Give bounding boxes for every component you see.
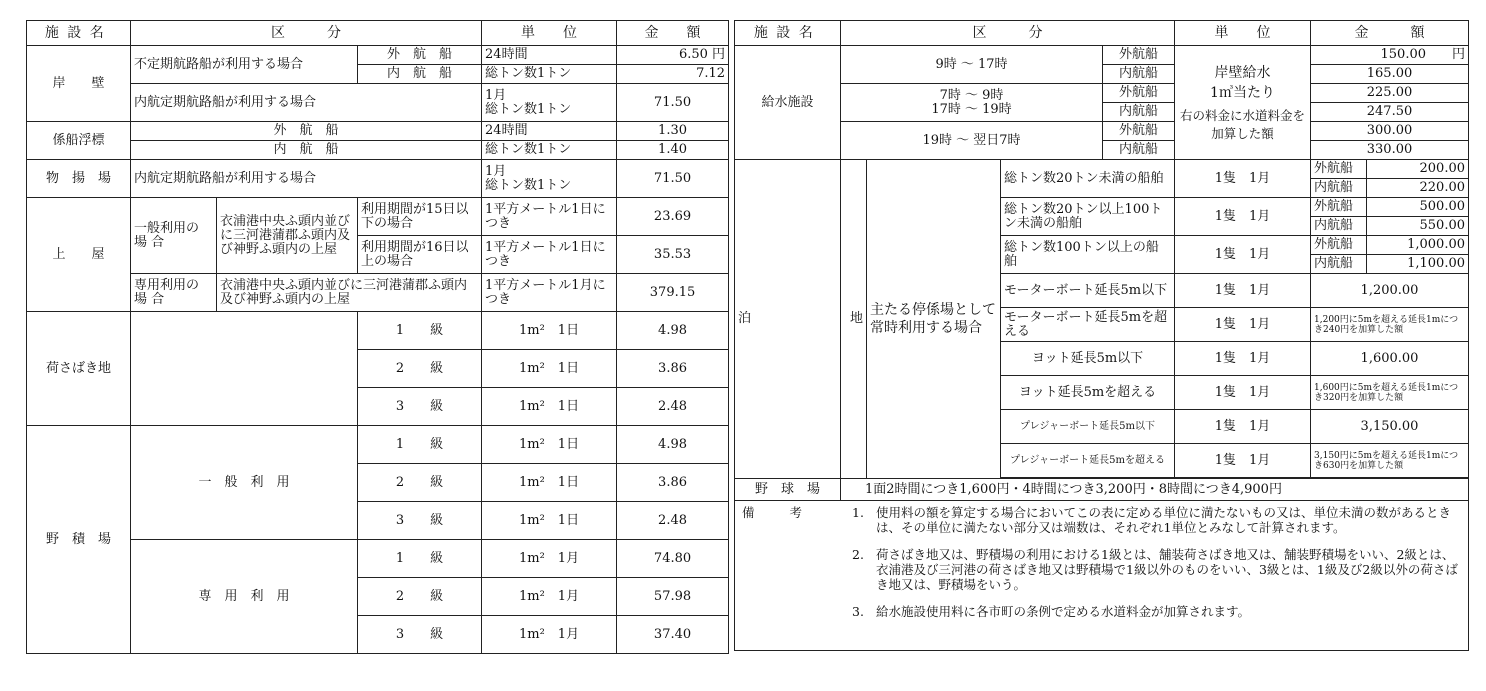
water-foreign-3: 外航船: [1103, 122, 1175, 141]
quay-irregular: 不定期航路船が利用する場合: [131, 46, 358, 84]
berth-name: 泊: [735, 160, 841, 479]
storage-g-unit-3: 1m² 1日: [482, 502, 617, 540]
berth-r5: モーターボート延長5mを超える: [1001, 308, 1175, 342]
buoy-name: 係船浮標: [27, 122, 131, 160]
quay-amt-regular: 71.50: [617, 84, 729, 122]
berth-r3-domestic: 内航船: [1311, 255, 1367, 274]
berth-r2-amt-d: 550.00: [1367, 217, 1469, 236]
shed-period-15: 利用期間が15日以下の場合: [358, 198, 482, 236]
berth-r1: 総トン数20トン未満の船舶: [1001, 160, 1175, 198]
quay-unit-month: 1月 総トン数1トン: [482, 84, 617, 122]
berth-r7-amt: 1,600円に5mを超える延長1mにつき320円を加算した額: [1311, 376, 1469, 410]
berth-unit-6: 1隻 1月: [1175, 342, 1311, 376]
berth-r2-domestic: 内航船: [1311, 217, 1367, 236]
berth-unit-4: 1隻 1月: [1175, 274, 1311, 308]
berth-r1-amt-f: 200.00: [1367, 160, 1469, 179]
note-2-number: 2.: [852, 547, 864, 562]
berth-r6-amt: 1,600.00: [1311, 342, 1469, 376]
storage-g-grade-1: 1 級: [358, 426, 482, 464]
water-amt-1d: 165.00: [1311, 65, 1469, 84]
berth-r1-foreign: 外航船: [1311, 160, 1367, 179]
storage-exclusive: 専 用 利 用: [131, 540, 358, 654]
storage-g-grade-3: 3 級: [358, 502, 482, 540]
buoy-unit-ton: 総トン数1トン: [482, 141, 617, 160]
header-unit: 単 位: [482, 21, 617, 46]
berth-r2-amt-f: 500.00: [1367, 198, 1469, 217]
shed-general-place: 衣浦港中央ふ頭内並びに三河港蒲郡ふ頭内及び神野ふ頭内の上屋: [217, 198, 358, 274]
shed-unit-2: 1平方メートル1日につき: [482, 236, 617, 274]
water-amt-2f: 225.00: [1311, 84, 1469, 103]
shed-general: 一般利用の 場 合: [131, 198, 217, 274]
baseball-desc: 1面2時間につき1,600円・4時間につき3,200円・8時間につき4,900円: [841, 479, 1469, 501]
berth-r3-amt-d: 1,100.00: [1367, 255, 1469, 274]
water-foreign-1: 外航船: [1103, 46, 1175, 65]
note-1-number: 1.: [852, 505, 864, 520]
water-foreign-2: 外航船: [1103, 84, 1175, 103]
berth-r6: ヨット延長5m以下: [1001, 342, 1175, 376]
storage-e-grade-3: 3 級: [358, 616, 482, 654]
note-3-text: 給水施設使用料に各市町の条例で定める水道料金が加算されます。: [876, 604, 1251, 619]
quay-amt-foreign: 6.50 円: [617, 46, 729, 65]
storage-g-grade-2: 2 級: [358, 464, 482, 502]
buoy-domestic: 内 航 船: [131, 141, 482, 160]
storage-e-unit-2: 1m² 1月: [482, 578, 617, 616]
water-amt-3d: 330.00: [1311, 141, 1469, 160]
baseball-name: 野 球 場: [735, 479, 841, 501]
berth-r1-amt-d: 220.00: [1367, 179, 1469, 198]
storage-name: 野 積 場: [27, 426, 131, 654]
berth-unit-7: 1隻 1月: [1175, 376, 1311, 410]
water-amt-1f: 150.00 円: [1311, 46, 1469, 65]
storage-general: 一 般 利 用: [131, 426, 358, 540]
berth-r2: 総トン数20トン以上100トン未満の船舶: [1001, 198, 1175, 236]
cargo-grade-1: 1 級: [358, 312, 482, 350]
left-fee-table: [26, 20, 729, 654]
water-name: 給水施設: [735, 46, 841, 160]
storage-g-amt-2: 3.86: [617, 464, 729, 502]
shed-unit-3: 1平方メートル1月につき: [482, 274, 617, 312]
cargo-unit-1: 1m² 1日: [482, 312, 617, 350]
landing-amt: 71.50: [617, 160, 729, 198]
quay-amt-domestic: 7.12: [617, 65, 729, 84]
note-3-number: 3.: [852, 604, 864, 619]
water-domestic-2: 内航船: [1103, 103, 1175, 122]
water-time-2: 7時 〜 9時 17時 〜 19時: [841, 84, 1103, 122]
shed-amt-1: 23.69: [617, 198, 729, 236]
cargo-amt-3: 2.48: [617, 388, 729, 426]
quay-foreign: 外 航 船: [358, 46, 482, 65]
cargo-grade-3: 3 級: [358, 388, 482, 426]
buoy-unit-24h: 24時間: [482, 122, 617, 141]
storage-e-unit-1: 1m² 1月: [482, 540, 617, 578]
berth-unit-3: 1隻 1月: [1175, 236, 1311, 274]
quay-regular: 内航定期航路船が利用する場合: [131, 84, 482, 122]
r-header-unit: 単 位: [1175, 21, 1311, 46]
landing-name: 物 揚 場: [27, 160, 131, 198]
cargo-blank: [131, 312, 358, 426]
storage-e-amt-3: 37.40: [617, 616, 729, 654]
storage-e-amt-1: 74.80: [617, 540, 729, 578]
cargo-name: 荷さばき地: [27, 312, 131, 426]
cargo-unit-2: 1m² 1日: [482, 350, 617, 388]
water-time-1: 9時 〜 17時: [841, 46, 1103, 84]
storage-g-amt-3: 2.48: [617, 502, 729, 540]
berth-r9: プレジャーボート延長5mを超える: [1001, 444, 1175, 478]
storage-g-unit-1: 1m² 1日: [482, 426, 617, 464]
berth-r3-foreign: 外航船: [1311, 236, 1367, 255]
shed-amt-2: 35.53: [617, 236, 729, 274]
berth-unit-2: 1隻 1月: [1175, 198, 1311, 236]
shed-exclusive-place: 衣浦港中央ふ頭内並びに三河港蒲郡ふ頭内及び神野ふ頭内の上屋: [217, 274, 482, 312]
buoy-amt-domestic: 1.40: [617, 141, 729, 160]
berth-name-end: 地: [841, 160, 867, 479]
header-category: 区 分: [131, 21, 482, 46]
r-header-facility: 施設名: [735, 21, 841, 46]
quay-domestic: 内 航 船: [358, 65, 482, 84]
cargo-amt-2: 3.86: [617, 350, 729, 388]
berth-r4-amt: 1,200.00: [1311, 274, 1469, 308]
cargo-grade-2: 2 級: [358, 350, 482, 388]
storage-e-amt-2: 57.98: [617, 578, 729, 616]
berth-unit-8: 1隻 1月: [1175, 410, 1311, 444]
buoy-amt-foreign: 1.30: [617, 122, 729, 141]
berth-r5-amt: 1,200円に5mを超える延長1mにつき240円を加算した額: [1311, 308, 1469, 342]
r-header-category: 区 分: [841, 21, 1175, 46]
berth-r8-amt: 3,150.00: [1311, 410, 1469, 444]
berth-r1-domestic: 内航船: [1311, 179, 1367, 198]
water-domestic-1: 内航船: [1103, 65, 1175, 84]
berth-r8: プレジャーボート延長5m以下: [1001, 410, 1175, 444]
storage-g-unit-2: 1m² 1日: [482, 464, 617, 502]
right-fee-table: [734, 20, 1469, 651]
berth-purpose: 主たる停係場として常時利用する場合: [867, 160, 1001, 479]
shed-amt-3: 379.15: [617, 274, 729, 312]
berth-r7: ヨット延長5mを超える: [1001, 376, 1175, 410]
note-1-text: 使用料の額を算定する場合においてこの表に定める単位に満たないもの又は、単位未満の数があるときは、その単位に満たない部分又は端数は、それぞれ1単位とみなして計算されます。: [876, 505, 1452, 535]
berth-r3-amt-f: 1,000.00: [1367, 236, 1469, 255]
landing-desc: 内航定期航路船が利用する場合: [131, 160, 482, 198]
r-header-amount: 金 額: [1311, 21, 1469, 46]
storage-e-unit-3: 1m² 1月: [482, 616, 617, 654]
water-amt-3f: 300.00: [1311, 122, 1469, 141]
berth-unit-5: 1隻 1月: [1175, 308, 1311, 342]
landing-unit: 1月 総トン数1トン: [482, 160, 617, 198]
berth-unit-1: 1隻 1月: [1175, 160, 1311, 198]
shed-name: 上 屋: [27, 198, 131, 312]
berth-r9-amt: 3,150円に5mを超える延長1mにつき630円を加算した額: [1311, 444, 1469, 478]
cargo-amt-1: 4.98: [617, 312, 729, 350]
buoy-foreign: 外 航 船: [131, 122, 482, 141]
shed-exclusive: 専用利用の 場 合: [131, 274, 217, 312]
berth-r3: 総トン数100トン以上の船舶: [1001, 236, 1175, 274]
berth-r4: モーターボート延長5m以下: [1001, 274, 1175, 308]
quay-unit-24h: 24時間: [482, 46, 617, 65]
shed-unit-1: 1平方メートル1日につき: [482, 198, 617, 236]
water-amt-2d: 247.50: [1311, 103, 1469, 122]
header-amount: 金 額: [617, 21, 729, 46]
berth-r2-foreign: 外航船: [1311, 198, 1367, 217]
notes-label: 備 考: [742, 505, 814, 520]
cargo-unit-3: 1m² 1日: [482, 388, 617, 426]
quay-unit-ton: 総トン数1トン: [482, 65, 617, 84]
water-time-3: 19時 〜 翌日7時: [841, 122, 1103, 160]
storage-g-amt-1: 4.98: [617, 426, 729, 464]
storage-e-grade-1: 1 級: [358, 540, 482, 578]
water-unit: 岸壁給水 1㎥当たり 右の料金に水道料金を加算した額: [1175, 46, 1311, 160]
quay-name: 岸 壁: [27, 46, 131, 122]
berth-unit-9: 1隻 1月: [1175, 444, 1311, 478]
storage-e-grade-2: 2 級: [358, 578, 482, 616]
header-facility: 施設名: [27, 21, 131, 46]
shed-period-16: 利用期間が16日以上の場合: [358, 236, 482, 274]
notes-block: [735, 501, 1469, 651]
water-domestic-3: 内航船: [1103, 141, 1175, 160]
note-2-text: 荷さばき地又は、野積場の利用における1級とは、舗装荷さばき地又は、舗装野積場をいい、2級とは、衣浦港及び三河港の荷さばき地又は野積場で1級以外のものをいい、3級とは、1級及び2級以外の荷さばき地又は、野積場をいう。: [876, 547, 1458, 592]
